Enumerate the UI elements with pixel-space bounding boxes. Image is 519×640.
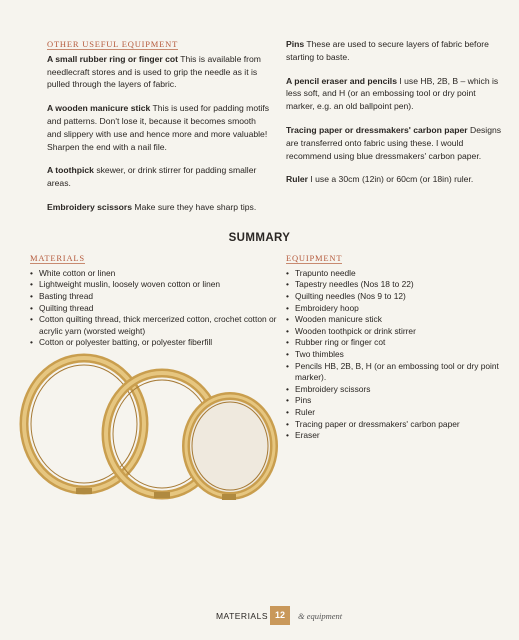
materials-list bbox=[30, 268, 280, 349]
list-item: • Basting thread bbox=[30, 291, 280, 303]
page-footer bbox=[0, 605, 519, 625]
paragraph-text: I use HB, 2B, B – which is less soft, and H (or an embossing tool or dry point marker, e.g. an old ballpoint pen). bbox=[286, 75, 499, 112]
list-item: • Wooden toothpick or drink stirrer bbox=[286, 326, 504, 338]
list-item: • Cotton quilting thread, thick mercerized cotton, crochet cotton or acrylic yarn (worsted weight) bbox=[30, 314, 280, 337]
list-item: • Two thimbles bbox=[286, 349, 504, 361]
other-equipment-heading: OTHER USEFUL EQUIPMENT bbox=[47, 39, 179, 49]
paragraph-text: This is used for padding motifs and patterns. Don't lose it, because it becomes smooth and slippery with use and hence more and more valuable! Sharpen the end with a nail file. bbox=[47, 103, 270, 152]
paragraph bbox=[47, 164, 272, 190]
paragraph-text: These are used to secure layers of fabric before starting to baste. bbox=[286, 39, 489, 62]
list-item: • Eraser bbox=[286, 430, 504, 442]
left-items bbox=[47, 53, 272, 214]
summary-title: SUMMARY bbox=[228, 232, 291, 244]
list-item: • Pins bbox=[286, 395, 504, 407]
list-item: • Quilting thread bbox=[30, 303, 280, 315]
right-items bbox=[286, 38, 504, 186]
equipment-list bbox=[286, 268, 504, 442]
list-item: • Embroidery scissors bbox=[286, 384, 504, 396]
page-number: 12 bbox=[270, 606, 290, 625]
list-item: • Quilting needles (Nos 9 to 12) bbox=[286, 291, 504, 303]
paragraph-text: skewer, or drink stirrer for padding smaller areas. bbox=[47, 165, 257, 189]
paragraph-text: This is available from needlecraft stores and is used to grip the needle as it is pulled through the layers of fabric. bbox=[47, 53, 261, 90]
list-item: • Ruler bbox=[286, 407, 504, 419]
list-item: • Embroidery hoop bbox=[286, 303, 504, 315]
materials-section bbox=[30, 252, 280, 349]
paragraph-text: Make sure they have sharp tips. bbox=[132, 201, 257, 212]
paragraph-title: A wooden manicure stick bbox=[47, 103, 151, 114]
paragraph-title: A small rubber ring or finger cot bbox=[47, 53, 178, 64]
paragraph bbox=[47, 201, 272, 214]
paragraph-title: Embroidery scissors bbox=[47, 201, 133, 212]
footer-subtitle: & equipment bbox=[298, 611, 343, 621]
materials-heading: MATERIALS bbox=[30, 253, 85, 263]
list-item: • Pencils HB, 2B, B, H (or an embossing tool or dry point marker). bbox=[286, 361, 504, 384]
list-item: • White cotton or linen bbox=[30, 268, 280, 280]
paragraph bbox=[286, 124, 504, 162]
paragraph-title: A pencil eraser and pencils bbox=[286, 75, 397, 86]
list-item: • Tapestry needles (Nos 18 to 22) bbox=[286, 279, 504, 291]
paragraph bbox=[286, 75, 504, 113]
list-item: • Cotton or polyester batting, or polyester fiberfill bbox=[30, 337, 280, 349]
paragraph bbox=[47, 102, 272, 153]
equipment-section bbox=[286, 252, 504, 442]
list-item: • Tracing paper or dressmakers' carbon paper bbox=[286, 419, 504, 431]
right-column bbox=[286, 38, 504, 197]
paragraph-title: Pins bbox=[286, 39, 305, 49]
paragraph-title: Ruler bbox=[286, 174, 308, 185]
paragraph-text: Designs are transferred onto fabric using these. I would recommend using blue dressmakers' carbon paper. bbox=[286, 124, 502, 161]
paragraph-text: I use a 30cm (12in) or 60cm (or 18in) ruler. bbox=[307, 174, 474, 185]
list-item: • Trapunto needle bbox=[286, 268, 504, 280]
paragraph-title: A toothpick bbox=[47, 165, 94, 176]
embroidery-hoops-image bbox=[18, 342, 283, 512]
paragraph bbox=[286, 38, 504, 64]
list-item: • Rubber ring or finger cot bbox=[286, 337, 504, 349]
equipment-heading: EQUIPMENT bbox=[286, 253, 343, 263]
paragraph bbox=[286, 173, 504, 186]
paragraph-title: Tracing paper or dressmakers' carbon paper bbox=[286, 124, 468, 135]
left-column bbox=[47, 38, 272, 225]
footer-label: MATERIALS bbox=[215, 611, 268, 621]
list-item: • Lightweight muslin, loosely woven cotton or linen bbox=[30, 279, 280, 291]
paragraph bbox=[47, 53, 272, 91]
list-item: • Wooden manicure stick bbox=[286, 314, 504, 326]
